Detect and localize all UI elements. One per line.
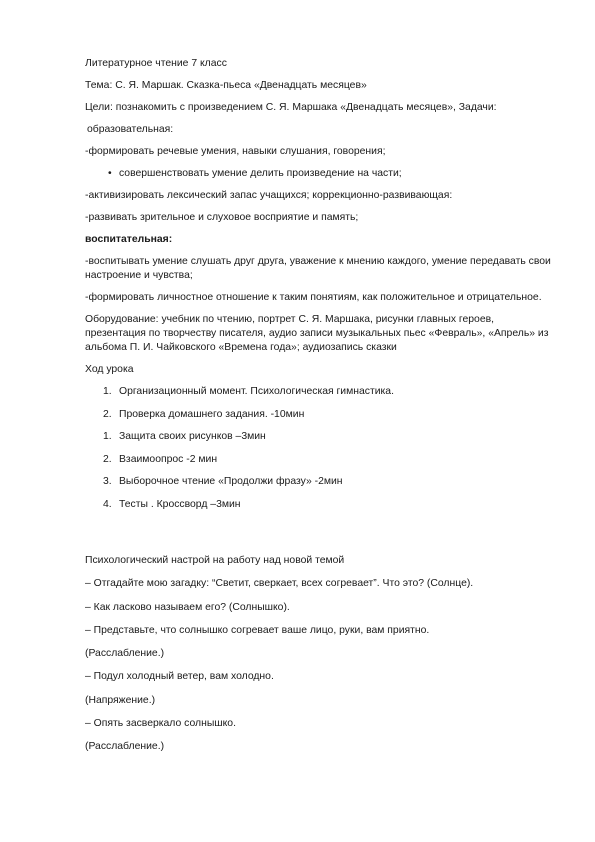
psych-heading: Психологический настрой на работу над новой темой xyxy=(85,555,345,566)
psych-line: – Представьте, что солнышко согревает ваше лицо, руки, вам приятно. xyxy=(85,624,430,636)
psych-line: (Расслабление.) xyxy=(85,741,165,753)
educational-label: образовательная: xyxy=(87,124,174,135)
psych-line: (Расслабление.) xyxy=(85,648,165,660)
task-line-3: -развивать зрительное и слуховое восприятие и память; xyxy=(85,212,359,223)
bullet-dot-icon: • xyxy=(108,168,112,179)
list-item xyxy=(85,430,555,444)
list-number: 2. xyxy=(103,453,112,465)
list-text: Взаимоопрос -2 мин xyxy=(119,453,218,465)
psych-line: – Отгадайте мою загадку: “Светит, сверкает, всех согревает”. Что это? (Солнце). xyxy=(85,578,474,590)
list-text: Выборочное чтение «Продолжи фразу» -2мин xyxy=(119,476,343,487)
list-item xyxy=(85,408,555,422)
psych-line: – Как ласково называем его? (Солнышко). xyxy=(85,601,290,613)
task-line-2: -активизировать лексический запас учащихся; коррекционно-развивающая: xyxy=(85,190,453,201)
list-item xyxy=(85,498,555,512)
spacer xyxy=(85,520,555,554)
list-number: 1. xyxy=(103,431,112,442)
list-number: 2. xyxy=(103,408,112,420)
lesson-steps-list xyxy=(85,385,555,512)
lesson-heading: Ход урока xyxy=(85,364,134,375)
list-item xyxy=(85,475,555,489)
task-line-4: -воспитывать умение слушать друг друга, уважение к мнению каждого, умение передавать свои настроение и чувства; xyxy=(85,256,551,281)
task-line-1: -формировать речевые умения, навыки слушания, говорения; xyxy=(85,146,386,157)
list-number: 1. xyxy=(103,386,112,397)
list-number: 4. xyxy=(103,498,112,510)
list-item xyxy=(85,385,555,399)
document-page xyxy=(85,57,555,764)
list-item xyxy=(85,453,555,467)
equipment-paragraph: Оборудование: учебник по чтению, портрет С. Я. Маршака, рисунки главных героев, презентация по творчеству писателя, аудио записи музыкальных пьес «Февраль», «Апрель» из альбома П. И. Чайковского «Времена года»; аудиозапись сказки xyxy=(85,314,549,353)
list-number: 3. xyxy=(103,476,112,487)
upbringing-label: воспитательная: xyxy=(85,234,173,245)
psych-line: – Подул холодный ветер, вам холодно. xyxy=(85,671,274,683)
bullet-text: совершенствовать умение делить произведение на части; xyxy=(119,168,402,179)
bullet-item xyxy=(85,167,555,181)
subject-line: Литературное чтение 7 класс xyxy=(85,58,227,69)
list-text: Организационный момент. Психологическая гимнастика. xyxy=(119,386,394,397)
list-text: Проверка домашнего задания. -10мин xyxy=(119,408,305,420)
list-text: Тесты . Кроссворд –3мин xyxy=(119,498,241,510)
goals-line: Цели: познакомить с произведением С. Я. Маршака «Двенадцать месяцев», Задачи: xyxy=(85,102,497,113)
topic-line: Тема: С. Я. Маршак. Сказка-пьеса «Двенадцать месяцев» xyxy=(85,80,367,91)
task-line-5: -формировать личностное отношение к таким понятиям, как положительное и отрицательное. xyxy=(85,292,542,303)
psych-line: – Опять засверкало солнышко. xyxy=(85,718,236,730)
list-text: Защита своих рисунков –3мин xyxy=(119,431,266,442)
psych-line: (Напряжение.) xyxy=(85,694,156,706)
